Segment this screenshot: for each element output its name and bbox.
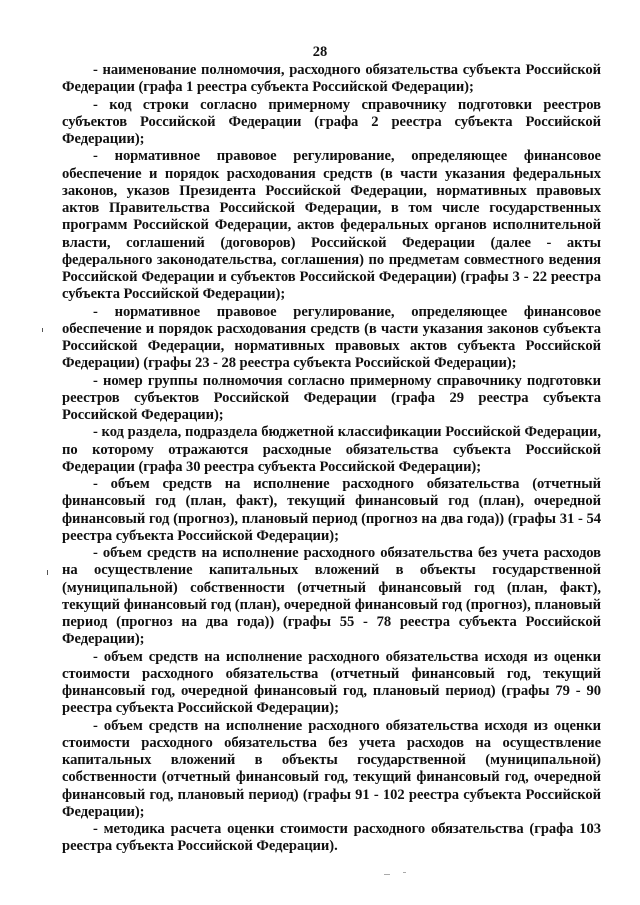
list-item: - объем средств на исполнение расходного обязательства исходя из оценки стоимости расходного обязательства (отчетный финансовый год, текущий финансовый год, очередной финансовый год, плановый период) (графы 79 - 90 реестра субъекта Российской Федерации); — [62, 648, 601, 717]
scan-speck — [384, 874, 390, 875]
document-body — [62, 62, 601, 856]
scan-speck — [47, 570, 48, 575]
list-item: - нормативное правовое регулирование, определяющее финансовое обеспечение и порядок расходования средств (в части указания федеральных законов, указов Президента Российской Федерации, нормативных правовых актов Правительства Российской Федерации, в том числе государственных программ Российской Федерации, актов федеральных органов исполнительной власти, соглашений (договоров) Российской Федерации (далее - акты федерального законодательства, соглашения) по предметам совместного ведения Российской Федерации и субъектов Российской Федерации) (графы 3 - 22 реестра субъекта Российской Федерации); — [62, 148, 601, 303]
list-item: - код строки согласно примерному справочнику подготовки реестров субъектов Российской Федерации (графа 2 реестра субъекта Российской Федерации); — [62, 96, 601, 147]
scan-speck — [42, 328, 43, 332]
list-item: - наименование полномочия, расходного обязательства субъекта Российской Федерации (графа 1 реестра субъекта Российской Федерации); — [62, 62, 601, 96]
list-item: - методика расчета оценки стоимости расходного обязательства (графа 103 реестра субъекта Российской Федерации). — [62, 821, 601, 855]
page-number: 28 — [312, 44, 328, 60]
list-item: - код раздела, подраздела бюджетной классификации Российской Федерации, по которому отражаются расходные обязательства субъекта Российской Федерации (графа 30 реестра субъекта Российской Федерации); — [62, 424, 601, 475]
list-item: - объем средств на исполнение расходного обязательства (отчетный финансовый год (план, факт), текущий финансовый год (план), очередной финансовый год (прогноз), плановый период (прогноз на два года)) (графы 31 - 54 реестра субъекта Российской Федерации); — [62, 476, 601, 544]
scan-speck — [403, 872, 406, 873]
list-item: - объем средств на исполнение расходного обязательства без учета расходов на осуществление капитальных вложений в объекты государственной (муниципальной) собственности (отчетный финансовый год (план, факт), текущий финансовый год (план), очередной финансовый год (прогноз), плановый период (прогноз на два года)) (графы 55 - 78 реестра субъекта Российской Федерации); — [62, 545, 601, 648]
list-item: - номер группы полномочия согласно примерному справочнику подготовки реестров субъектов Российской Федерации (графа 29 реестра субъекта Российской Федерации); — [62, 372, 601, 423]
list-item: - объем средств на исполнение расходного обязательства исходя из оценки стоимости расходного обязательства без учета расходов на осуществление капитальных вложений в объекты государственной (муниципальной) собственности (отчетный финансовый год, текущий финансовый год, очередной финансовый год, плановый период) (графы 91 - 102 реестра субъекта Российской Федерации); — [62, 717, 601, 820]
list-item: - нормативное правовое регулирование, определяющее финансовое обеспечение и порядок расходования средств (в части указания законов субъекта Российской Федерации, нормативных правовых актов субъекта Российской Федерации) (графы 23 - 28 реестра субъекта Российской Федерации); — [62, 303, 601, 372]
